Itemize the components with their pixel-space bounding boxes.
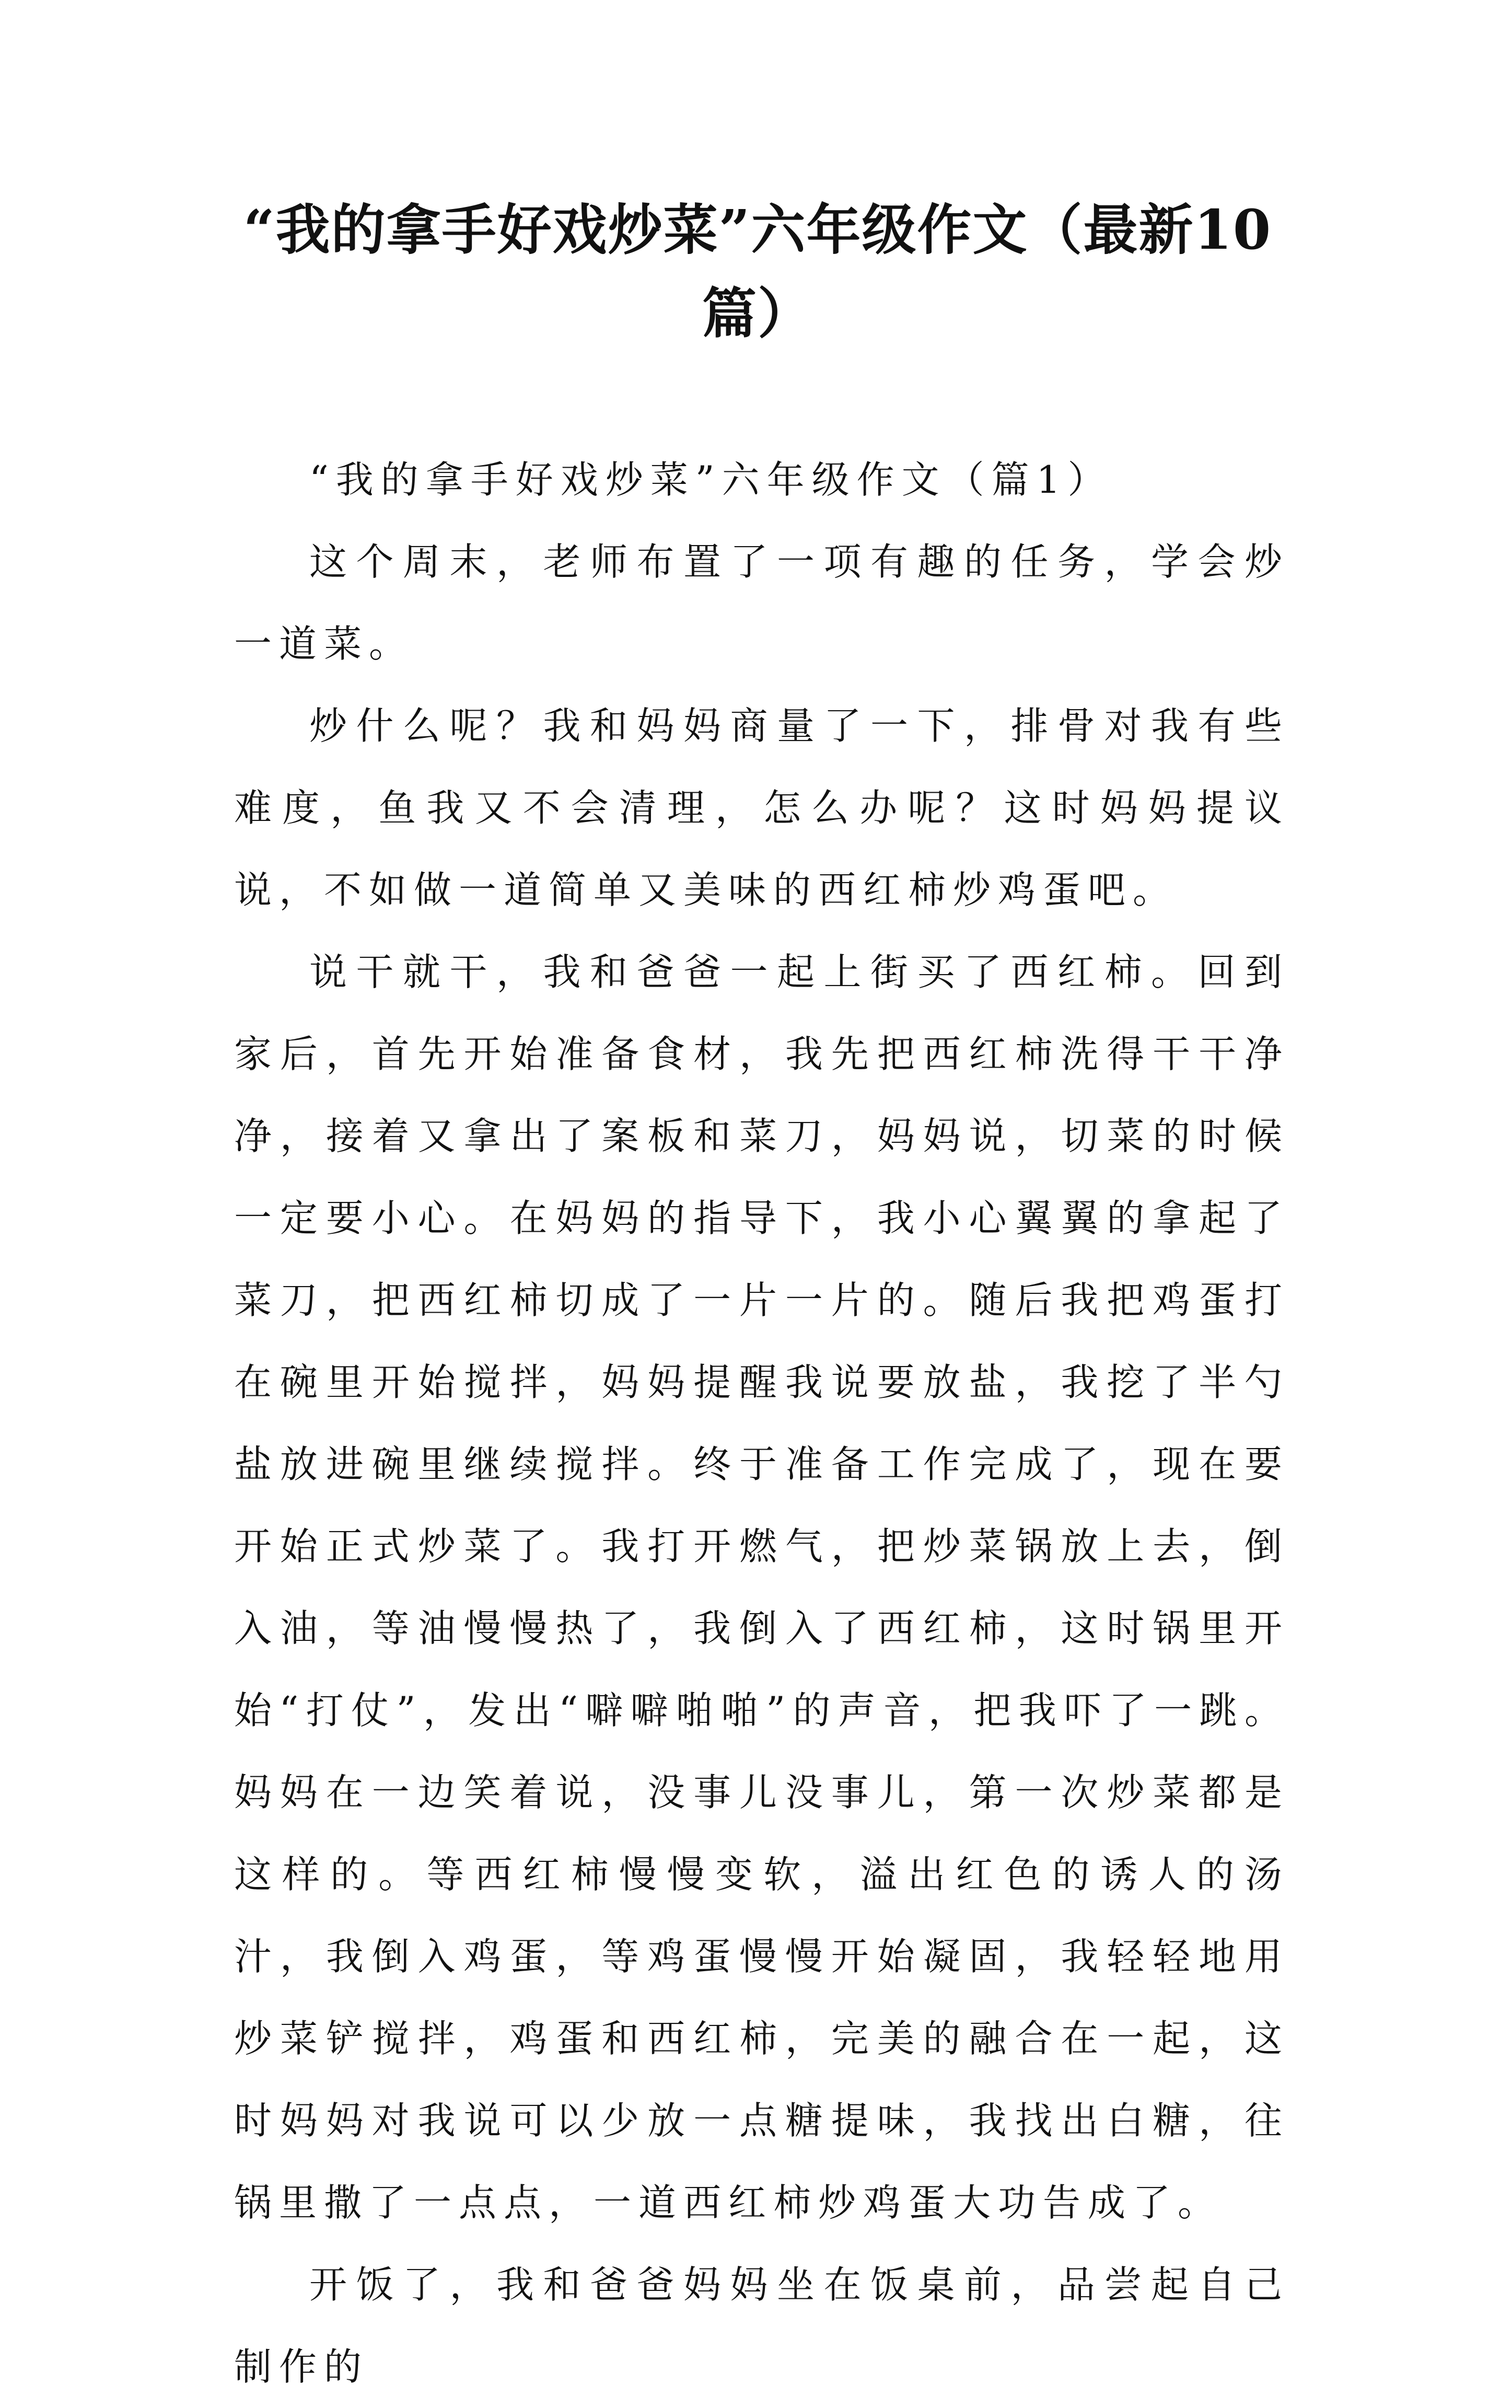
document-body (234, 439, 1289, 2408)
paragraph: 说干就干，我和爸爸一起上街买了西红柿。回到家后，首先开始准备食材，我先把西红柿洗得干干净净，接着又拿出了案板和菜刀，妈妈说，切菜的时候一定要小心。在妈妈的指导下，我小心翼翼的拿起了菜刀，把西红柿切成了一片一片的。随后我把鸡蛋打在碗里开始搅拌，妈妈提醒我说要放盐，我挖了半勺盐放进碗里继续搅拌。终于准备工作完成了，现在要开始正式炒菜了。我打开燃气，把炒菜锅放上去，倒入油，等油慢慢热了，我倒入了西红柿，这时锅里开始“打仗”，发出“噼噼啪啪”的声音，把我吓了一跳。妈妈在一边笑着说，没事儿没事儿，第一次炒菜都是这样的。等西红柿慢慢变软，溢出红色的诱人的汤汁，我倒入鸡蛋，等鸡蛋慢慢开始凝固，我轻轻地用炒菜铲搅拌，鸡蛋和西红柿，完美的融合在一起，这时妈妈对我说可以少放一点糖提味，我找出白糖，往锅里撒了一点点，一道西红柿炒鸡蛋大功告成了。 (234, 950, 1289, 2225)
document-title: “我的拿手好戏炒菜”六年级作文（最新10篇） (243, 198, 1272, 345)
paragraph: 炒什么呢？我和妈妈商量了一下，排骨对我有些难度，鱼我又不会清理，怎么办呢？这时妈妈提议说，不如做一道简单又美味的西红柿炒鸡蛋吧。 (234, 704, 1289, 912)
paragraph: 这个周末，老师布置了一项有趣的任务，学会炒一道菜。 (234, 540, 1289, 666)
paragraph: 开饭了，我和爸爸妈妈坐在饭桌前，品尝起自己制作的 (234, 2263, 1289, 2389)
section-heading: “我的拿手好戏炒菜”六年级作文（篇1） (309, 458, 1113, 502)
